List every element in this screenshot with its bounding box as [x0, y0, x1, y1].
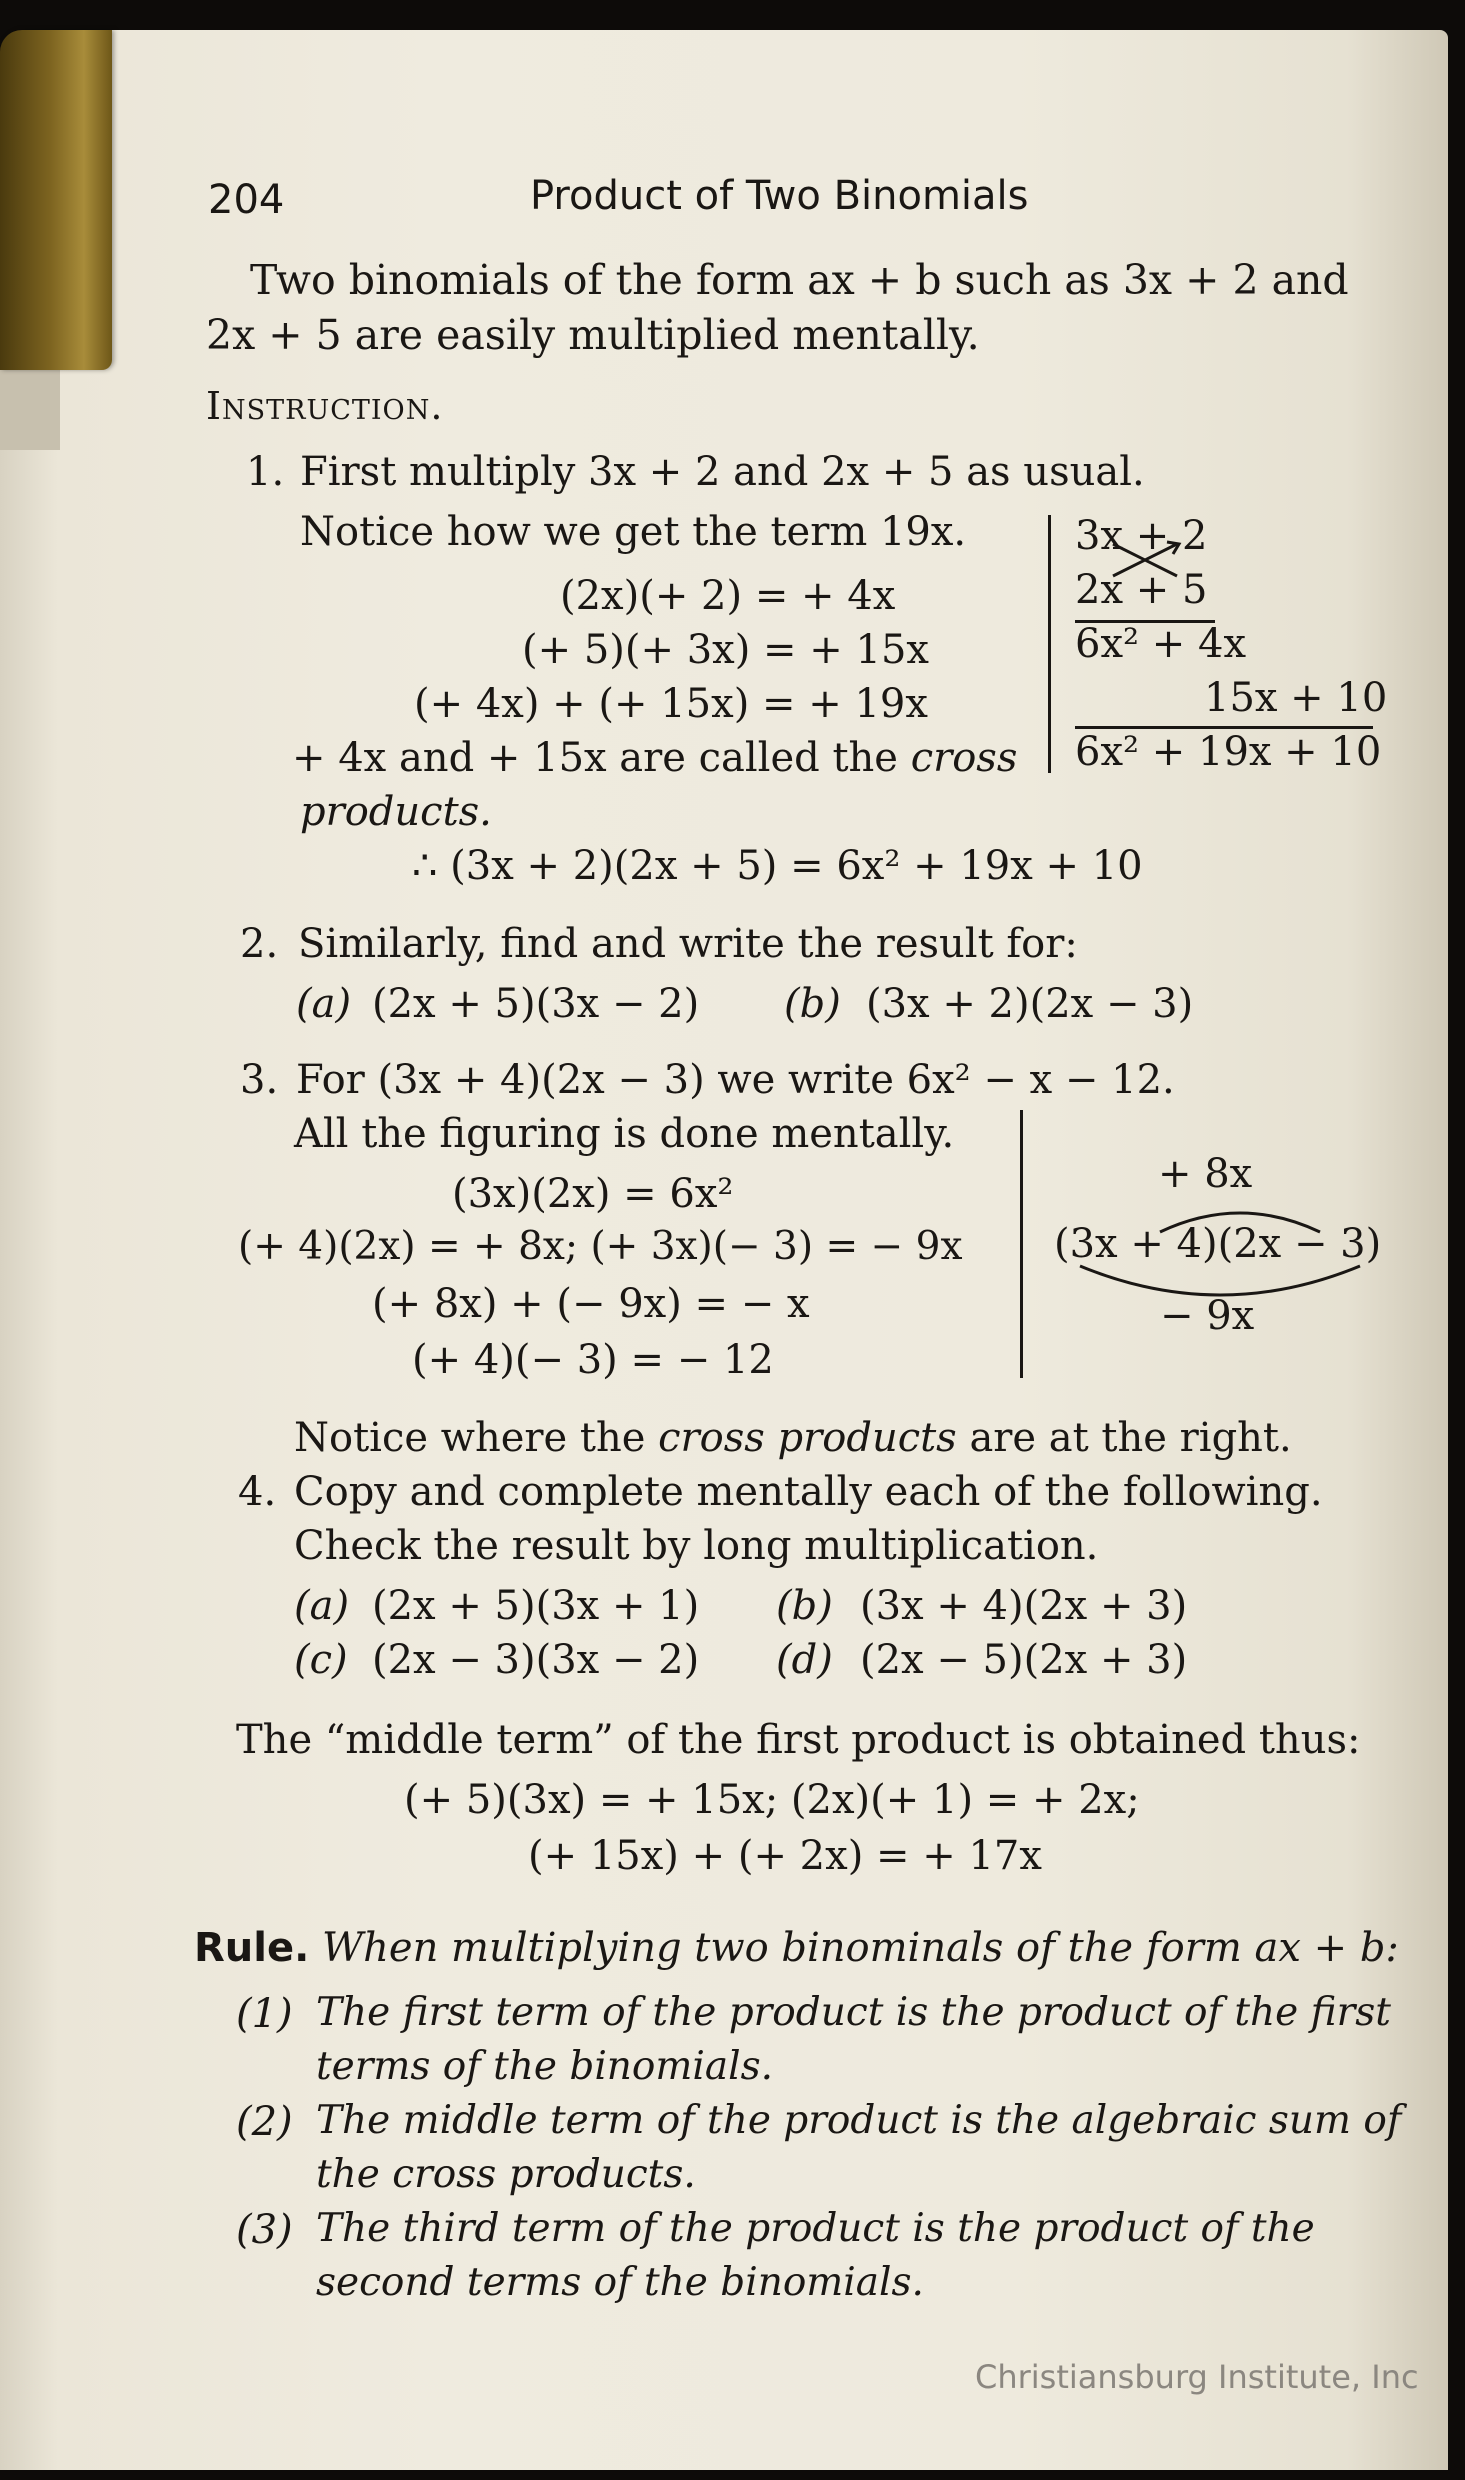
cross-word: cross	[910, 735, 1018, 781]
running-title: Product of Two Binomials	[530, 173, 1029, 219]
rule-1-line-1: The first term of the product is the product of the first	[316, 1990, 1391, 2035]
item2-a-label: (a)	[296, 981, 352, 1027]
gold-page-tab	[0, 30, 112, 370]
item3-line-2: All the figuring is done mentally.	[294, 1111, 955, 1157]
intro-line-2: 2x + 5 are easily multiplied mentally.	[206, 311, 980, 359]
middle-term-line-2: (+ 5)(3x) = + 15x; (2x)(+ 1) = + 2x;	[404, 1777, 1140, 1823]
item2-number: 2.	[240, 921, 279, 967]
item4-line-2: Check the result by long multiplication.	[294, 1523, 1099, 1569]
item3-number: 3.	[240, 1057, 279, 1103]
rule-1-number: (1)	[236, 1991, 293, 2037]
work1-row-4: 15x + 10	[1204, 675, 1388, 721]
item2-b: (3x + 2)(2x − 3)	[866, 981, 1194, 1027]
item3-line-1: For (3x + 4)(2x − 3) we write 6x² − x − 12.	[296, 1057, 1175, 1103]
item4-c: (2x − 3)(3x − 2)	[372, 1637, 700, 1683]
rule-1-line-2: terms of the binomials.	[316, 2044, 773, 2089]
item4-a-label: (a)	[294, 1583, 350, 1629]
item1-eq-1: (2x)(+ 2) = + 4x	[560, 573, 896, 619]
instruction-heading: Instruction.	[206, 384, 444, 428]
rule-label: Rule.	[194, 1925, 310, 1971]
middle-term-line-3: (+ 15x) + (+ 2x) = + 17x	[528, 1833, 1042, 1879]
item1-number: 1.	[246, 449, 285, 495]
notice-suffix: are at the right.	[969, 1415, 1292, 1461]
item2-a: (2x + 5)(3x − 2)	[372, 981, 700, 1027]
item4-number: 4.	[238, 1469, 277, 1515]
rule-3-number: (3)	[236, 2207, 293, 2253]
work3-middle: (3x + 4)(2x − 3)	[1054, 1221, 1382, 1267]
item4-c-label: (c)	[294, 1637, 348, 1683]
work3-top: + 8x	[1158, 1151, 1253, 1197]
item1-line-1: First multiply 3x + 2 and 2x + 5 as usual.	[300, 449, 1145, 495]
page-number: 204	[208, 177, 285, 223]
notice-italic: cross products	[658, 1415, 957, 1461]
notice-prefix: Notice where the	[294, 1415, 646, 1461]
item4-d: (2x − 5)(2x + 3)	[860, 1637, 1188, 1683]
cross-text: + 4x and + 15x are called the	[292, 735, 898, 781]
item4-b: (3x + 4)(2x + 3)	[860, 1583, 1188, 1629]
work1-row-2: 2x + 5	[1075, 567, 1208, 613]
work1-row-1: 3x + 2	[1075, 513, 1208, 559]
work1-divider	[1048, 515, 1051, 773]
item3-eq-3: (+ 8x) + (− 9x) = − x	[372, 1281, 810, 1327]
work3-divider	[1020, 1110, 1023, 1378]
rule-intro-line	[194, 1924, 1399, 1972]
rule-intro: When multiplying two binominals of the form ax + b:	[322, 1925, 1399, 1971]
rule-2-number: (2)	[236, 2099, 293, 2145]
item1-cross-line-b: products.	[300, 789, 492, 835]
work3-bottom: − 9x	[1160, 1293, 1255, 1339]
intro-line-1: Two binomials of the form ax + b such as 3x + 2 and	[250, 256, 1349, 304]
rule-2-line-1: The middle term of the product is the algebraic sum of	[316, 2098, 1402, 2143]
item1-therefore: ∴ (3x + 2)(2x + 5) = 6x² + 19x + 10	[412, 843, 1143, 889]
item4-line-1: Copy and complete mentally each of the following.	[294, 1469, 1323, 1515]
middle-term-line-1: The “middle term” of the first product is obtained thus:	[236, 1717, 1361, 1763]
item4-b-label: (b)	[776, 1583, 833, 1629]
item4-d-label: (d)	[776, 1637, 833, 1683]
watermark: Christiansburg Institute, Inc	[975, 2358, 1419, 2396]
work1-row-3: 6x² + 4x	[1075, 621, 1246, 667]
item1-cross-line-a	[292, 734, 1017, 782]
item2-b-label: (b)	[784, 981, 841, 1027]
item3-eq-2: (+ 4)(2x) = + 8x; (+ 3x)(− 3) = − 9x	[238, 1224, 963, 1269]
rule-3-line-2: second terms of the binomials.	[316, 2260, 924, 2305]
item4-a: (2x + 5)(3x + 1)	[372, 1583, 700, 1629]
rule-2-line-2: the cross products.	[316, 2152, 696, 2197]
item3-eq-1: (3x)(2x) = 6x²	[452, 1171, 734, 1217]
notice-line	[294, 1414, 1292, 1462]
item3-eq-4: (+ 4)(− 3) = − 12	[412, 1337, 774, 1383]
item2-text: Similarly, find and write the result for:	[298, 921, 1078, 967]
item1-line-2: Notice how we get the term 19x.	[300, 509, 967, 555]
work1-cross-mark	[1105, 538, 1195, 582]
page-shadow	[0, 370, 60, 450]
rule-3-line-1: The third term of the product is the product of the	[316, 2206, 1315, 2251]
item1-eq-2: (+ 5)(+ 3x) = + 15x	[522, 627, 929, 673]
work1-row-5: 6x² + 19x + 10	[1075, 729, 1382, 775]
item1-eq-3: (+ 4x) + (+ 15x) = + 19x	[414, 681, 928, 727]
